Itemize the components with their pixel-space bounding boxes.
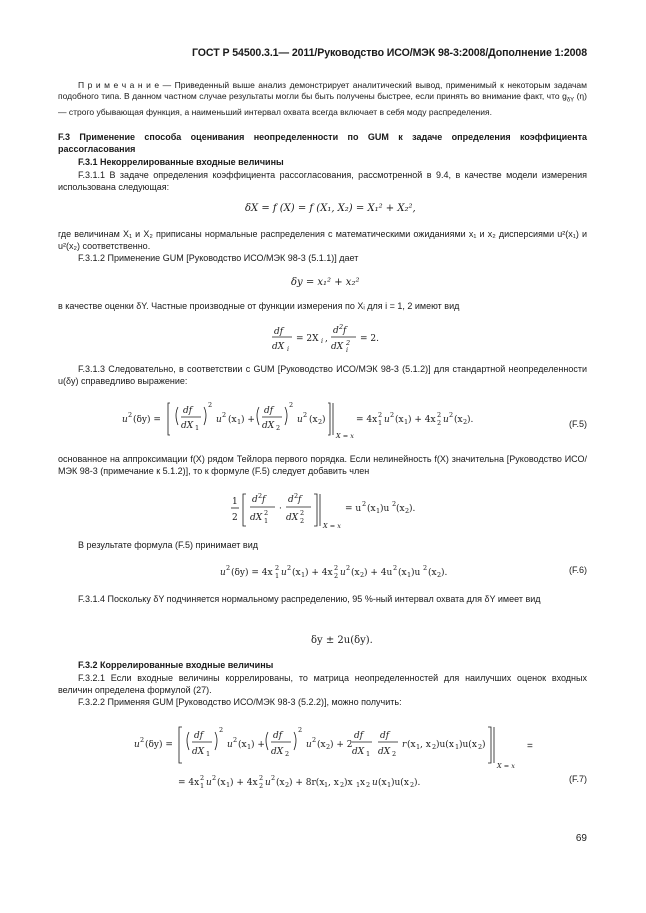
svg-text:1: 1 <box>366 750 371 758</box>
svg-text:= 4x: = 4x <box>178 778 200 788</box>
subsection-heading-f31: F.3.1 Некоррелированные входные величины <box>78 157 284 167</box>
svg-text:) + 4x: ) + 4x <box>305 568 333 578</box>
svg-text:) + 2: ) + 2 <box>330 740 353 750</box>
svg-text:u: u <box>340 568 346 578</box>
paragraph-taylor: основанное на аппроксимации f(X) рядом Тейлора первого порядка. Если нелинейность f(X) значительна [Руководство ИСО/МЭК 98-3 (примечание к 5.1.2)], то к формуле (F.5) следует добавить член <box>58 454 587 476</box>
equation-label-f7: (F.7) <box>569 774 587 784</box>
svg-text:u: u <box>216 415 222 425</box>
svg-text:u: u <box>265 778 271 788</box>
svg-text:dX: dX <box>262 421 275 431</box>
svg-text:d: d <box>288 495 294 505</box>
paragraph-f3111: F.3.1.1 В задаче определения коэффициента рассогласования, рассмотренной в 9.4, в качестве модели измерения использована следующая: <box>58 170 587 192</box>
svg-text:) + 4x: ) + 4x <box>230 778 258 788</box>
svg-text:u: u <box>306 740 312 750</box>
svg-text:2: 2 <box>339 323 344 331</box>
svg-text:(x: (x <box>398 568 407 578</box>
svg-text:(x: (x <box>407 740 416 750</box>
paragraph-f3221: F.3.2.1 Если входные величины коррелированы, то матрица неопределенностей для наилучших оценок входных величин определена формулой (27). <box>58 673 587 695</box>
svg-text:(x: (x <box>292 568 301 578</box>
svg-text:2: 2 <box>289 401 294 409</box>
svg-text:(δy) =: (δy) = <box>133 415 161 425</box>
svg-text:dX: dX <box>331 342 344 352</box>
svg-text:u: u <box>134 740 140 750</box>
svg-text:) + 4u: ) + 4u <box>364 568 393 578</box>
svg-text:(δy) = 4x: (δy) = 4x <box>231 568 273 578</box>
svg-text:2: 2 <box>392 750 397 758</box>
svg-text:r: r <box>402 740 407 750</box>
equation-f5 <box>118 395 518 441</box>
note-text: П р и м е ч а н и е — Приведенный выше анализ демонстрирует аналитический вывод, применимый к некоторым задачам подобного типа. В данном частном случае результаты могли бы быть получены быстрее, если принять во внимание факт, что g <box>58 80 587 101</box>
svg-text:2: 2 <box>360 571 365 579</box>
svg-text:2: 2 <box>276 424 281 432</box>
svg-text:2: 2 <box>294 492 299 500</box>
svg-text:2: 2 <box>346 564 351 572</box>
svg-text:(x: (x <box>454 415 463 425</box>
svg-text:df: df <box>194 731 204 741</box>
running-header: ГОСТ Р 54500.3.1— 2011/Руководство ИСО/МЭК 98-3:2008/Дополнение 1:2008 <box>192 47 587 59</box>
svg-text:(x: (x <box>276 778 285 788</box>
svg-text:2: 2 <box>222 411 227 419</box>
svg-text:= 2.: = 2. <box>360 334 379 344</box>
note-text-tail: (η) — строго убывающая функция, а наименьший интервал охвата всегда включает в себя моду распределения. <box>58 91 587 117</box>
svg-text:1: 1 <box>247 743 252 751</box>
svg-text:= 2X: = 2X <box>296 334 319 344</box>
svg-text:x: x <box>360 778 366 788</box>
svg-text:2: 2 <box>208 401 213 409</box>
svg-text:2: 2 <box>259 782 264 790</box>
svg-text:2: 2 <box>340 781 345 789</box>
svg-text:1: 1 <box>356 781 361 789</box>
equation-interval: δy ± 2u(δy). <box>311 635 373 646</box>
svg-text:2: 2 <box>212 774 217 782</box>
svg-text:= 4x: = 4x <box>356 415 378 425</box>
svg-text:u: u <box>372 778 378 788</box>
equation-estimate: δy = x₁² + x₂² <box>291 277 360 288</box>
svg-text:)u(x: )u(x <box>436 740 454 750</box>
paragraph-f3112: F.3.1.2 Применение GUM [Руководство ИСО/МЭК 98-3 (5.1.1)] дает <box>78 253 359 263</box>
svg-text:)u(x: )u(x <box>459 740 477 750</box>
svg-text:(x: (x <box>428 568 437 578</box>
svg-text:1: 1 <box>226 781 231 789</box>
svg-text:1: 1 <box>416 743 421 751</box>
svg-text:u: u <box>220 568 226 578</box>
svg-text:2: 2 <box>437 419 442 427</box>
svg-text:2: 2 <box>366 781 371 789</box>
svg-text:2: 2 <box>390 411 395 419</box>
svg-text:, x: , x <box>328 778 339 788</box>
paragraph-result: В результате формула (F.5) принимает вид <box>78 540 258 550</box>
svg-text:2: 2 <box>478 743 483 751</box>
svg-text:2: 2 <box>200 774 205 782</box>
svg-text:(x: (x <box>217 778 226 788</box>
svg-text:2: 2 <box>258 492 263 500</box>
svg-text:i: i <box>346 346 349 354</box>
svg-text:2: 2 <box>259 774 264 782</box>
svg-text:2: 2 <box>334 564 339 572</box>
svg-text:2: 2 <box>405 507 410 515</box>
svg-text:f: f <box>262 495 266 505</box>
svg-text:dX: dX <box>378 747 391 757</box>
svg-text:2: 2 <box>423 564 428 572</box>
svg-text:2: 2 <box>393 564 398 572</box>
svg-text:X = x: X = x <box>336 432 354 440</box>
svg-text:) + 8r(x: ) + 8r(x <box>289 778 325 788</box>
svg-text:u: u <box>443 415 449 425</box>
svg-text:): ) <box>482 740 486 750</box>
svg-text:dX: dX <box>181 421 194 431</box>
svg-text:X = x: X = x <box>323 522 341 530</box>
svg-text:1: 1 <box>275 572 280 580</box>
svg-text:1: 1 <box>200 782 205 790</box>
svg-text:1: 1 <box>264 517 269 525</box>
svg-text:1: 1 <box>237 418 242 426</box>
svg-text:d: d <box>252 495 258 505</box>
svg-text:dX: dX <box>352 747 365 757</box>
svg-text:u: u <box>122 415 128 425</box>
svg-text:2: 2 <box>298 726 303 734</box>
section-heading-f3: F.3 Применение способа оценивания неопределенности по GUM к задаче определения коэффициента рассогласования <box>58 132 587 154</box>
svg-text:2: 2 <box>326 743 331 751</box>
svg-text:dX: dX <box>250 513 263 523</box>
svg-text:dX: dX <box>271 747 284 757</box>
equation-f7-line1 <box>132 722 512 772</box>
svg-text:2: 2 <box>346 339 351 347</box>
svg-text:df: df <box>274 327 284 337</box>
svg-text:1: 1 <box>324 781 329 789</box>
svg-text:d: d <box>333 326 339 336</box>
svg-text:2: 2 <box>287 564 292 572</box>
svg-text:1: 1 <box>376 507 381 515</box>
svg-text:2: 2 <box>232 513 238 523</box>
svg-text:(x: (x <box>317 740 326 750</box>
svg-text:f: f <box>343 326 347 336</box>
svg-text:2: 2 <box>437 411 442 419</box>
svg-text:2: 2 <box>264 509 269 517</box>
svg-text:1: 1 <box>407 571 412 579</box>
equation-model: δX = f (X) = f (X₁, X₂) = X₁² + X₂², <box>245 203 416 214</box>
svg-text:2: 2 <box>219 726 224 734</box>
svg-text:(x: (x <box>238 740 247 750</box>
svg-text:dX: dX <box>192 747 205 757</box>
svg-text:2: 2 <box>437 571 442 579</box>
svg-text:u: u <box>297 415 303 425</box>
svg-text:2: 2 <box>140 736 145 744</box>
equation-label-f5: (F.5) <box>569 419 587 429</box>
svg-text:u: u <box>227 740 233 750</box>
note-paragraph: П р и м е ч а н и е — Приведенный выше анализ демонстрирует аналитический вывод, применимый к некоторым задачам подобного типа. В данном частном случае результаты могли бы быть получены быстрее, если принять во внимание факт, что $g_{\delta Y}$ (η) — строго убывающая функция, а наименьший интервал охвата всегда включает в себя моду распределения. <box>58 80 587 117</box>
svg-text:2: 2 <box>233 736 238 744</box>
svg-text:2: 2 <box>378 411 383 419</box>
svg-text:f: f <box>298 495 302 505</box>
svg-text:2: 2 <box>410 781 415 789</box>
svg-text:,: , <box>325 334 328 344</box>
svg-text:2: 2 <box>285 750 290 758</box>
svg-text:2: 2 <box>392 500 397 508</box>
svg-text:(x: (x <box>309 415 318 425</box>
svg-text:2: 2 <box>300 517 305 525</box>
svg-text:dX: dX <box>272 342 285 352</box>
svg-text:(δy) =: (δy) = <box>145 740 173 750</box>
paragraph-variables: где величинам X₁ и X₂ приписаны нормальные распределения с математическими ожиданиями x₁ и x₂ дисперсиями u²(x₁) и u²(x₂) соответственно. <box>58 229 587 251</box>
paragraph-f3114: F.3.1.4 Поскольку δY подчиняется нормальному распределению, 95 %-ный интервал охвата для δY имеет вид <box>78 594 541 604</box>
svg-text:1: 1 <box>404 418 409 426</box>
page-number: 69 <box>575 833 587 844</box>
svg-text:u: u <box>206 778 212 788</box>
paragraph-f3113: F.3.1.3 Следовательно, в соответствии с GUM [Руководство ИСО/МЭК 98-3 (5.1.2)] для стандартной неопределенности u(δy) справедливо выражение: <box>58 364 587 386</box>
svg-text:1: 1 <box>455 743 460 751</box>
equation-label-f6: (F.6) <box>569 565 587 575</box>
svg-text:2: 2 <box>318 418 323 426</box>
svg-text:) +: ) + <box>251 740 265 750</box>
svg-text:2: 2 <box>271 774 276 782</box>
equation-partial-derivatives <box>270 322 390 356</box>
svg-text:2: 2 <box>275 564 280 572</box>
equation-second-order-term <box>230 490 430 532</box>
svg-text:df: df <box>354 731 364 741</box>
svg-text:(x: (x <box>378 778 387 788</box>
svg-text:).: ). <box>467 415 474 425</box>
svg-text:·: · <box>279 504 282 514</box>
equation-f6 <box>218 560 458 582</box>
svg-text:) + 4x: ) + 4x <box>408 415 436 425</box>
svg-text:2: 2 <box>285 781 290 789</box>
svg-text:(x: (x <box>395 415 404 425</box>
svg-text:df: df <box>183 406 193 416</box>
paragraph-derivatives: в качестве оценки δY. Частные производные от функции измерения по Xᵢ для i = 1, 2 имеют вид <box>58 301 460 311</box>
svg-text:)u(x: )u(x <box>391 778 409 788</box>
equals-sign: = <box>527 741 533 752</box>
svg-text:1: 1 <box>378 419 383 427</box>
svg-text:2: 2 <box>463 418 468 426</box>
svg-text:).: ). <box>414 778 421 788</box>
paragraph-f3222: F.3.2.2 Применяя GUM [Руководство ИСО/МЭК 98-3 (5.2.2)], можно получить: <box>78 697 402 707</box>
svg-text:): ) <box>322 415 326 425</box>
evaluation-subscript: X = x <box>497 762 515 770</box>
svg-text:, x: , x <box>420 740 431 750</box>
svg-text:(x: (x <box>396 504 405 514</box>
svg-text:)u: )u <box>380 504 390 514</box>
svg-text:i: i <box>321 337 324 345</box>
svg-text:df: df <box>380 731 390 741</box>
svg-text:2: 2 <box>449 411 454 419</box>
svg-text:1: 1 <box>387 781 392 789</box>
svg-text:(x: (x <box>367 504 376 514</box>
svg-text:df: df <box>264 406 274 416</box>
svg-text:= u: = u <box>345 504 362 514</box>
svg-text:(x: (x <box>228 415 237 425</box>
svg-text:2: 2 <box>128 411 133 419</box>
svg-text:1: 1 <box>195 424 200 432</box>
svg-text:2: 2 <box>303 411 308 419</box>
svg-text:i: i <box>287 345 290 353</box>
svg-text:u: u <box>281 568 287 578</box>
svg-text:).: ). <box>441 568 448 578</box>
svg-text:df: df <box>273 731 283 741</box>
svg-text:) +: ) + <box>241 415 255 425</box>
svg-text:u: u <box>384 415 390 425</box>
svg-text:dX: dX <box>286 513 299 523</box>
svg-text:2: 2 <box>432 743 437 751</box>
svg-text:1: 1 <box>206 750 211 758</box>
svg-text:2: 2 <box>362 500 367 508</box>
svg-text:1: 1 <box>232 497 238 507</box>
svg-text:1: 1 <box>301 571 306 579</box>
svg-text:)x: )x <box>344 778 353 788</box>
svg-text:2: 2 <box>300 509 305 517</box>
svg-text:2: 2 <box>226 564 231 572</box>
svg-text:2: 2 <box>334 572 339 580</box>
equation-f7-line2 <box>176 770 426 792</box>
svg-text:).: ). <box>409 504 416 514</box>
subsection-heading-f32: F.3.2 Коррелированные входные величины <box>78 660 274 670</box>
svg-text:2: 2 <box>312 736 317 744</box>
svg-text:)u: )u <box>411 568 421 578</box>
svg-text:(x: (x <box>351 568 360 578</box>
